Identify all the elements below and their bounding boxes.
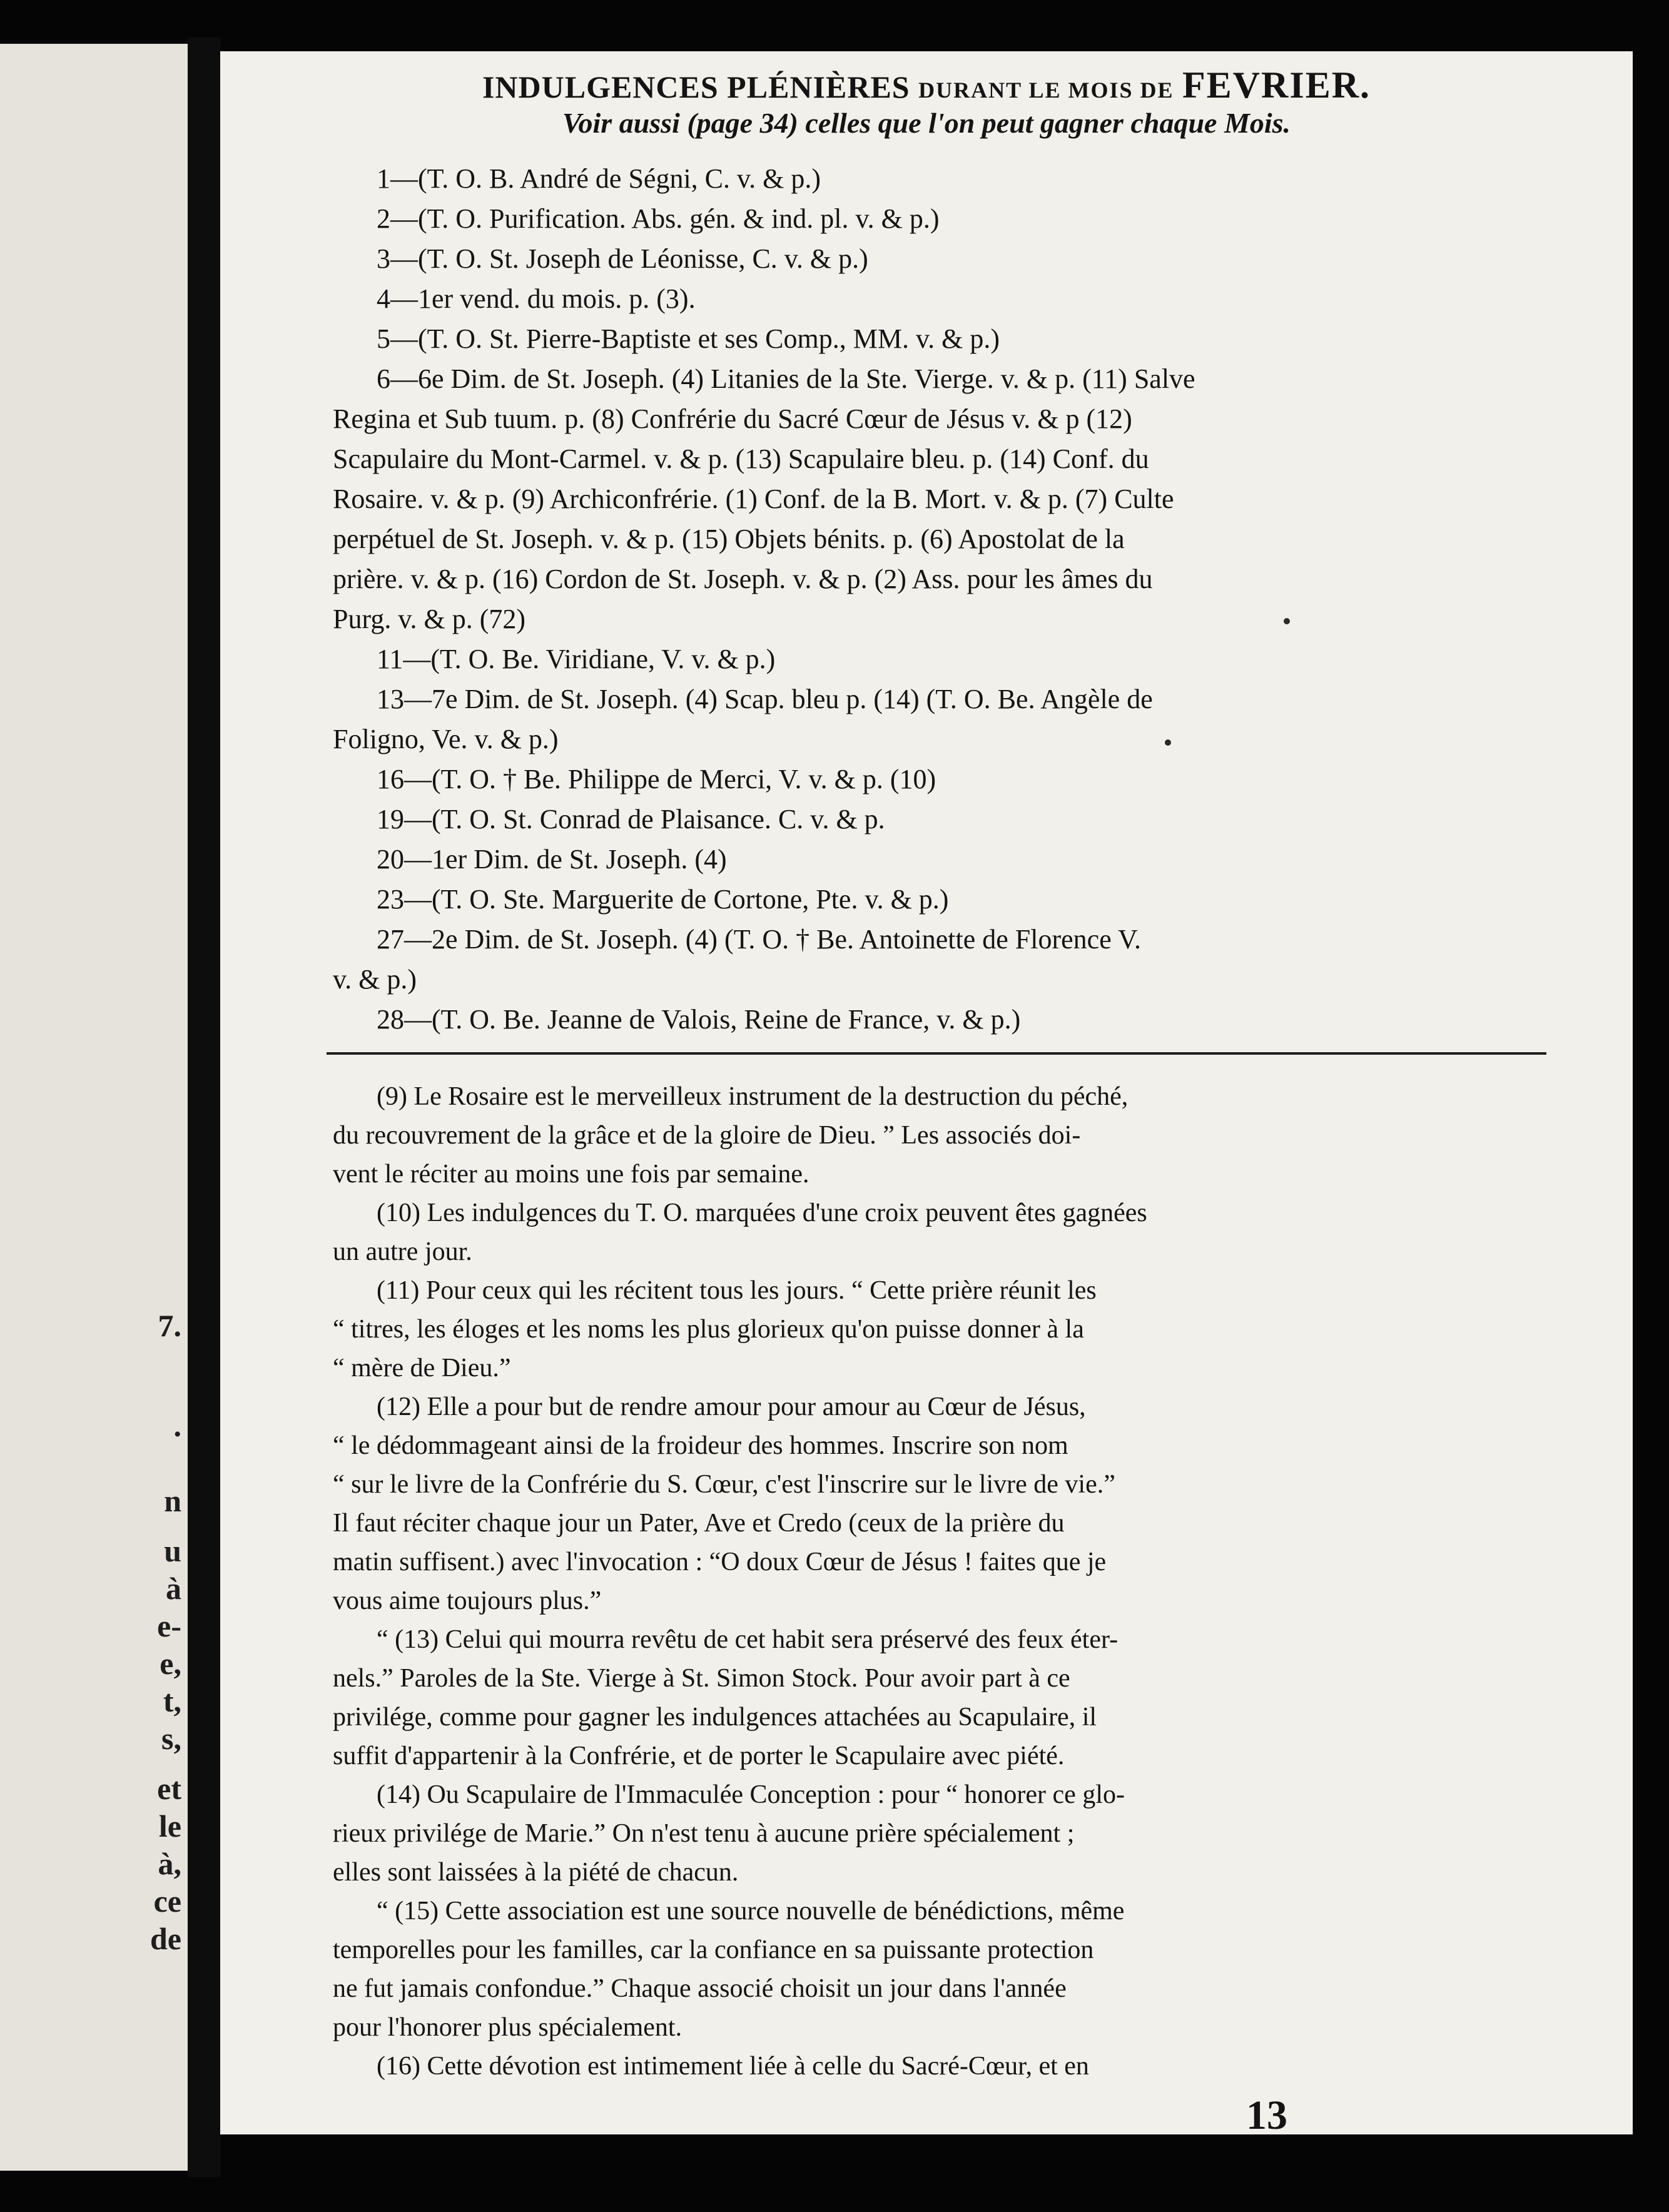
book-gutter xyxy=(188,38,220,2177)
entry-line: Regina et Sub tuum. p. (8) Confrérie du Sacré Cœur de Jésus v. & p (12) xyxy=(333,403,1132,434)
title-month: FEVRIER. xyxy=(1182,64,1371,106)
entry-line: 6—6e Dim. de St. Joseph. (4) Litanies de la Ste. Vierge. v. & p. (11) Salve xyxy=(377,363,1195,394)
entry-line: Purg. v. & p. (72) xyxy=(333,604,525,634)
entry-line: 11—(T. O. Be. Viridiane, V. v. & p.) xyxy=(377,644,776,674)
note-line: vent le réciter au moins une fois par semaine. xyxy=(333,1160,809,1189)
note-line: (12) Elle a pour but de rendre amour pour amour au Cœur de Jésus, xyxy=(377,1393,1086,1421)
page-number: 13 xyxy=(1246,2093,1287,2138)
note-line: rieux privilége de Marie.” On n'est tenu à aucune prière spécialement ; xyxy=(333,1819,1075,1848)
note-line: elles sont laissées à la piété de chacun. xyxy=(333,1858,739,1887)
margin-fragment: le xyxy=(158,1809,181,1844)
note-line: “ le dédommageant ainsi de la froideur des hommes. Inscrire son nom xyxy=(333,1431,1068,1460)
entry-line: 16—(T. O. † Be. Philippe de Merci, V. v. & p. (10) xyxy=(377,764,936,794)
margin-fragment: . xyxy=(173,1408,181,1443)
margin-fragment: n xyxy=(164,1483,181,1518)
page-subtitle: Voir aussi (page 34) celles que l'on peut gagner chaque Mois. xyxy=(562,107,1291,139)
note-line: “ titres, les éloges et les noms les plus glorieux qu'on puisse donner à la xyxy=(333,1315,1084,1344)
entry-line: 23—(T. O. Ste. Marguerite de Cortone, Pte. v. & p.) xyxy=(377,884,949,915)
margin-fragment: et xyxy=(157,1771,181,1806)
entry-line: 3—(T. O. St. Joseph de Léonisse, C. v. & p.) xyxy=(377,243,868,274)
note-line: (11) Pour ceux qui les récitent tous les jours. “ Cette prière réunit les xyxy=(377,1276,1097,1305)
entry-line: 4—1er vend. du mois. p. (3). xyxy=(377,283,696,314)
document-page xyxy=(220,51,1633,2138)
margin-fragment: e- xyxy=(157,1608,181,1643)
margin-fragment: s, xyxy=(161,1721,181,1756)
note-line: (9) Le Rosaire est le merveilleux instrument de la destruction du péché, xyxy=(377,1082,1129,1111)
note-line: suffit d'appartenir à la Confrérie, et de porter le Scapulaire avec piété. xyxy=(333,1742,1065,1770)
entry-line: 5—(T. O. St. Pierre-Baptiste et ses Comp., MM. v. & p.) xyxy=(377,323,1000,354)
note-line: ne fut jamais confondue.” Chaque associé choisit un jour dans l'année xyxy=(333,1974,1067,2003)
note-line: (10) Les indulgences du T. O. marquées d'une croix peuvent êtes gagnées xyxy=(377,1199,1147,1227)
entry-line: 1—(T. O. B. André de Ségni, C. v. & p.) xyxy=(377,163,821,194)
ink-speck xyxy=(1165,739,1171,746)
entry-line: 2—(T. O. Purification. Abs. gén. & ind. pl. v. & p.) xyxy=(377,203,940,234)
entry-line: Foligno, Ve. v. & p.) xyxy=(333,724,559,754)
entry-line: 20—1er Dim. de St. Joseph. (4) xyxy=(377,844,727,875)
note-line: Il faut réciter chaque jour un Pater, Ave et Credo (ceux de la prière du xyxy=(333,1509,1065,1538)
entry-line: prière. v. & p. (16) Cordon de St. Joseph. v. & p. (2) Ass. pour les âmes du xyxy=(333,564,1153,594)
note-line: temporelles pour les familles, car la confiance en sa puissante protection xyxy=(333,1936,1094,1964)
note-line: du recouvrement de la grâce et de la gloire de Dieu. ” Les associés doi- xyxy=(333,1121,1081,1150)
note-line: nels.” Paroles de la Ste. Vierge à St. Simon Stock. Pour avoir part à ce xyxy=(333,1664,1070,1693)
note-line: matin suffisent.) avec l'invocation : “O doux Cœur de Jésus ! faites que je xyxy=(333,1548,1107,1576)
entry-line: Scapulaire du Mont-Carmel. v. & p. (13) Scapulaire bleu. p. (14) Conf. du xyxy=(333,444,1149,474)
section-divider xyxy=(327,1052,1546,1055)
note-line: “ mère de Dieu.” xyxy=(333,1354,511,1382)
margin-fragment: 7. xyxy=(158,1308,181,1343)
entry-line: 13—7e Dim. de St. Joseph. (4) Scap. bleu p. (14) (T. O. Be. Angèle de xyxy=(377,684,1153,714)
entry-line: v. & p.) xyxy=(333,964,417,995)
entry-line: 27—2e Dim. de St. Joseph. (4) (T. O. † Be. Antoinette de Florence V. xyxy=(377,924,1142,955)
entry-line: 19—(T. O. St. Conrad de Plaisance. C. v. & p. xyxy=(377,804,885,835)
title-main: INDULGENCES PLÉNIÈRES xyxy=(482,69,910,104)
note-line: vous aime toujours plus.” xyxy=(333,1586,602,1615)
note-line: pour l'honorer plus spécialement. xyxy=(333,2013,682,2042)
note-line: “ (15) Cette association est une source nouvelle de bénédictions, même xyxy=(377,1897,1125,1925)
entry-line: Rosaire. v. & p. (9) Archiconfrérie. (1) Conf. de la B. Mort. v. & p. (7) Culte xyxy=(333,484,1174,514)
note-line: privilége, comme pour gagner les indulgences attachées au Scapulaire, il xyxy=(333,1703,1097,1732)
entry-line: perpétuel de St. Joseph. v. & p. (15) Objets bénits. p. (6) Apostolat de la xyxy=(333,524,1125,554)
ink-speck xyxy=(1284,618,1290,624)
note-line: “ (13) Celui qui mourra revêtu de cet habit sera préservé des feux éter- xyxy=(377,1625,1119,1654)
page-title xyxy=(220,64,1633,107)
margin-fragment: ce xyxy=(153,1884,181,1919)
margin-fragment: t, xyxy=(163,1683,181,1718)
note-line: (16) Cette dévotion est intimement liée à celle du Sacré-Cœur, et en xyxy=(377,2052,1089,2081)
note-line: “ sur le livre de la Confrérie du S. Cœur, c'est l'inscrire sur le livre de vie.” xyxy=(333,1470,1115,1499)
note-line: un autre jour. xyxy=(333,1237,472,1266)
title-small: DURANT LE MOIS DE xyxy=(918,78,1174,103)
margin-fragment: de xyxy=(150,1921,181,1956)
margin-fragment: u xyxy=(164,1533,181,1568)
note-line: (14) Ou Scapulaire de l'Immaculée Conception : pour “ honorer ce glo- xyxy=(377,1780,1125,1809)
entry-line: 28—(T. O. Be. Jeanne de Valois, Reine de France, v. & p.) xyxy=(377,1004,1021,1035)
margin-fragment: e, xyxy=(160,1646,181,1681)
margin-fragment: à, xyxy=(158,1846,181,1881)
adjacent-page-edge xyxy=(0,44,188,2171)
margin-fragment: à xyxy=(166,1571,181,1606)
